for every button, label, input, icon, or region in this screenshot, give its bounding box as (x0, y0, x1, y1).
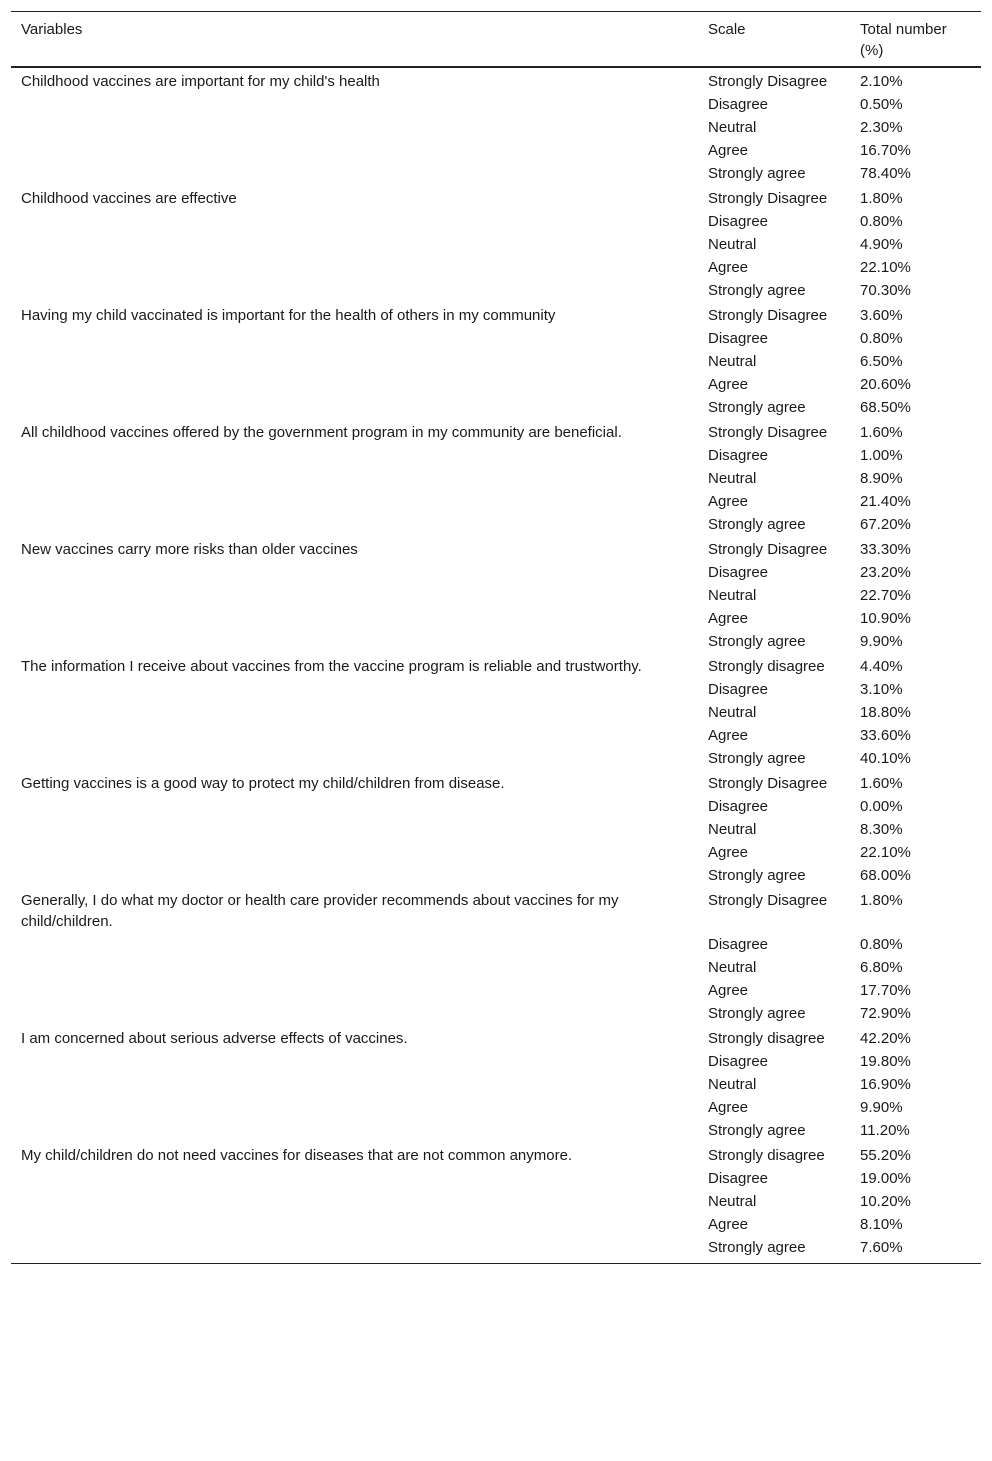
percentage-cell: 68.00% (860, 867, 911, 884)
scale-cell: Disagree (708, 96, 769, 113)
table-row (11, 93, 981, 116)
scale-cell: Strongly disagree (708, 1147, 825, 1164)
variable-cell-empty (11, 350, 698, 373)
header-row (11, 12, 981, 68)
percentage-cell: 1.00% (860, 447, 903, 464)
table-row (11, 513, 981, 536)
table-row (11, 396, 981, 419)
scale-cell: Strongly disagree (708, 658, 825, 675)
table-row (11, 350, 981, 373)
variable-cell-empty (11, 279, 698, 302)
scale-cell: Disagree (708, 213, 769, 230)
variable-cell-empty (11, 979, 698, 1002)
percentage-cell: 8.10% (860, 1216, 903, 1233)
variable-cell-empty (11, 747, 698, 770)
table-row (11, 770, 981, 795)
table-row (11, 653, 981, 678)
percentage-cell: 7.60% (860, 1239, 903, 1256)
scale-cell: Neutral (708, 119, 757, 136)
variable-cell-empty (11, 1050, 698, 1073)
scale-cell: Strongly Disagree (708, 775, 828, 792)
variable-cell-empty (11, 956, 698, 979)
variable-cell-empty (11, 139, 698, 162)
table-row (11, 302, 981, 327)
percentage-cell: 10.20% (860, 1193, 911, 1210)
percentage-cell: 33.60% (860, 727, 911, 744)
scale-cell: Disagree (708, 564, 769, 581)
table-row (11, 373, 981, 396)
scale-cell: Agree (708, 493, 749, 510)
variable-cell-empty (11, 1167, 698, 1190)
percentage-cell: 1.80% (860, 190, 903, 207)
scale-cell: Strongly agree (708, 633, 806, 650)
header-variables: Variables (21, 21, 83, 38)
scale-cell: Agree (708, 259, 749, 276)
percentage-cell: 0.80% (860, 213, 903, 230)
percentage-cell: 40.10% (860, 750, 911, 767)
table-row (11, 256, 981, 279)
table-row (11, 818, 981, 841)
percentage-cell: 19.00% (860, 1170, 911, 1187)
percentage-cell: 0.50% (860, 96, 903, 113)
variable-cell-empty (11, 584, 698, 607)
variable-cell: I am concerned about serious adverse effects of vaccines. (21, 1030, 408, 1047)
variable-cell: Having my child vaccinated is important for the health of others in my community (21, 307, 556, 324)
percentage-cell: 21.40% (860, 493, 911, 510)
table-row (11, 116, 981, 139)
variable-cell: All childhood vaccines offered by the government program in my community are beneficial. (21, 424, 622, 441)
table-row (11, 864, 981, 887)
scale-cell: Neutral (708, 1193, 757, 1210)
scale-cell: Neutral (708, 236, 757, 253)
table-row (11, 444, 981, 467)
variable-cell: Generally, I do what my doctor or health care provider recommends about vaccines for my child/children. (21, 892, 619, 930)
table-body (11, 67, 981, 1264)
survey-table (11, 11, 981, 1264)
scale-cell: Neutral (708, 704, 757, 721)
scale-cell: Agree (708, 844, 749, 861)
variable-cell-empty (11, 1190, 698, 1213)
percentage-cell: 4.90% (860, 236, 903, 253)
variable-cell-empty (11, 678, 698, 701)
scale-cell: Strongly Disagree (708, 541, 828, 558)
table-row (11, 1073, 981, 1096)
table-row (11, 795, 981, 818)
table-row (11, 887, 981, 933)
percentage-cell: 23.20% (860, 564, 911, 581)
table-row (11, 724, 981, 747)
scale-cell: Agree (708, 610, 749, 627)
table-row (11, 584, 981, 607)
table-row (11, 701, 981, 724)
scale-cell: Strongly agree (708, 399, 806, 416)
percentage-cell: 0.80% (860, 936, 903, 953)
percentage-cell: 0.00% (860, 798, 903, 815)
table-row (11, 210, 981, 233)
variable-cell-empty (11, 93, 698, 116)
scale-cell: Agree (708, 1216, 749, 1233)
variable-cell-empty (11, 724, 698, 747)
scale-cell: Strongly agree (708, 867, 806, 884)
table-row (11, 490, 981, 513)
table-row (11, 841, 981, 864)
scale-cell: Disagree (708, 330, 769, 347)
percentage-cell: 55.20% (860, 1147, 911, 1164)
percentage-cell: 22.70% (860, 587, 911, 604)
scale-cell: Strongly Disagree (708, 190, 828, 207)
scale-cell: Neutral (708, 353, 757, 370)
variable-cell-empty (11, 116, 698, 139)
percentage-cell: 9.90% (860, 1099, 903, 1116)
table-row (11, 561, 981, 584)
table-row (11, 956, 981, 979)
percentage-cell: 6.50% (860, 353, 903, 370)
scale-cell: Agree (708, 142, 749, 159)
table-row (11, 747, 981, 770)
percentage-cell: 2.30% (860, 119, 903, 136)
percentage-cell: 11.20% (860, 1122, 910, 1139)
variable-cell-empty (11, 818, 698, 841)
scale-cell: Disagree (708, 936, 769, 953)
percentage-cell: 1.80% (860, 892, 903, 909)
scale-cell: Strongly agree (708, 750, 806, 767)
variable-cell-empty (11, 561, 698, 584)
variable-cell-empty (11, 1002, 698, 1025)
scale-cell: Agree (708, 1099, 749, 1116)
table-row (11, 1213, 981, 1236)
scale-cell: Strongly Disagree (708, 73, 828, 90)
table-row (11, 1002, 981, 1025)
scale-cell: Strongly agree (708, 1239, 806, 1256)
table-row (11, 933, 981, 956)
variable-cell-empty (11, 373, 698, 396)
table-row (11, 1025, 981, 1050)
variable-cell: The information I receive about vaccines from the vaccine program is reliable and trustworthy. (21, 658, 642, 675)
variable-cell: Childhood vaccines are important for my child's health (21, 73, 380, 90)
variable-cell: New vaccines carry more risks than older vaccines (21, 541, 358, 558)
scale-cell: Agree (708, 982, 749, 999)
variable-cell-empty (11, 864, 698, 887)
variable-cell-empty (11, 490, 698, 513)
table-header (11, 12, 981, 68)
variable-cell-empty (11, 233, 698, 256)
table-row (11, 1096, 981, 1119)
table-row (11, 139, 981, 162)
scale-cell: Strongly agree (708, 165, 806, 182)
variable-cell-empty (11, 1119, 698, 1142)
table-row (11, 279, 981, 302)
variable-cell-empty (11, 1073, 698, 1096)
scale-cell: Strongly Disagree (708, 307, 828, 324)
scale-cell: Disagree (708, 1053, 769, 1070)
table-row (11, 1190, 981, 1213)
percentage-cell: 0.80% (860, 330, 903, 347)
scale-cell: Neutral (708, 1076, 757, 1093)
percentage-cell: 42.20% (860, 1030, 911, 1047)
variable-cell-empty (11, 1213, 698, 1236)
scale-cell: Disagree (708, 1170, 769, 1187)
percentage-cell: 70.30% (860, 282, 911, 299)
variable-cell-empty (11, 841, 698, 864)
table-row (11, 1119, 981, 1142)
variable-cell-empty (11, 467, 698, 490)
scale-cell: Strongly agree (708, 282, 806, 299)
variable-cell-empty (11, 607, 698, 630)
scale-cell: Disagree (708, 798, 769, 815)
percentage-cell: 72.90% (860, 1005, 911, 1022)
table-row (11, 162, 981, 185)
percentage-cell: 8.90% (860, 470, 903, 487)
percentage-cell: 1.60% (860, 775, 903, 792)
scale-cell: Strongly Disagree (708, 424, 828, 441)
percentage-cell: 4.40% (860, 658, 903, 675)
variable-cell-empty (11, 513, 698, 536)
table-row (11, 67, 981, 93)
variable-cell: My child/children do not need vaccines for diseases that are not common anymore. (21, 1147, 573, 1164)
variable-cell-empty (11, 795, 698, 818)
percentage-cell: 17.70% (860, 982, 911, 999)
variable-cell-empty (11, 630, 698, 653)
table-row (11, 1142, 981, 1167)
scale-cell: Strongly agree (708, 1005, 806, 1022)
percentage-cell: 16.90% (860, 1076, 911, 1093)
scale-cell: Neutral (708, 821, 757, 838)
survey-table-container (11, 11, 981, 1264)
percentage-cell: 3.60% (860, 307, 903, 324)
header-total: Total number (%) (860, 21, 947, 59)
scale-cell: Neutral (708, 470, 757, 487)
table-row (11, 536, 981, 561)
table-row (11, 630, 981, 653)
scale-cell: Agree (708, 376, 749, 393)
variable-cell-empty (11, 1096, 698, 1119)
scale-cell: Strongly disagree (708, 1030, 825, 1047)
percentage-cell: 2.10% (860, 73, 903, 90)
table-row (11, 327, 981, 350)
table-row (11, 1167, 981, 1190)
percentage-cell: 10.90% (860, 610, 911, 627)
scale-cell: Neutral (708, 587, 757, 604)
table-row (11, 1050, 981, 1073)
variable-cell-empty (11, 701, 698, 724)
percentage-cell: 22.10% (860, 844, 911, 861)
scale-cell: Agree (708, 727, 749, 744)
scale-cell: Strongly agree (708, 1122, 806, 1139)
percentage-cell: 78.40% (860, 165, 911, 182)
variable-cell: Childhood vaccines are effective (21, 190, 237, 207)
variable-cell-empty (11, 327, 698, 350)
percentage-cell: 16.70% (860, 142, 911, 159)
percentage-cell: 33.30% (860, 541, 911, 558)
scale-cell: Disagree (708, 681, 769, 698)
percentage-cell: 3.10% (860, 681, 903, 698)
variable-cell-empty (11, 210, 698, 233)
scale-cell: Strongly Disagree (708, 892, 828, 909)
table-row (11, 419, 981, 444)
table-row (11, 233, 981, 256)
table-row (11, 467, 981, 490)
variable-cell-empty (11, 444, 698, 467)
percentage-cell: 67.20% (860, 516, 911, 533)
variable-cell-empty (11, 396, 698, 419)
variable-cell-empty (11, 256, 698, 279)
table-row (11, 185, 981, 210)
percentage-cell: 6.80% (860, 959, 903, 976)
variable-cell: Getting vaccines is a good way to protect my child/children from disease. (21, 775, 505, 792)
percentage-cell: 19.80% (860, 1053, 911, 1070)
variable-cell-empty (11, 162, 698, 185)
percentage-cell: 9.90% (860, 633, 903, 650)
variable-cell-empty (11, 1236, 698, 1264)
percentage-cell: 22.10% (860, 259, 911, 276)
table-row (11, 979, 981, 1002)
variable-cell-empty (11, 933, 698, 956)
scale-cell: Disagree (708, 447, 769, 464)
scale-cell: Neutral (708, 959, 757, 976)
percentage-cell: 8.30% (860, 821, 903, 838)
table-row (11, 1236, 981, 1264)
percentage-cell: 18.80% (860, 704, 911, 721)
percentage-cell: 1.60% (860, 424, 903, 441)
percentage-cell: 68.50% (860, 399, 911, 416)
table-row (11, 678, 981, 701)
scale-cell: Strongly agree (708, 516, 806, 533)
percentage-cell: 20.60% (860, 376, 911, 393)
header-scale: Scale (708, 21, 746, 38)
table-row (11, 607, 981, 630)
